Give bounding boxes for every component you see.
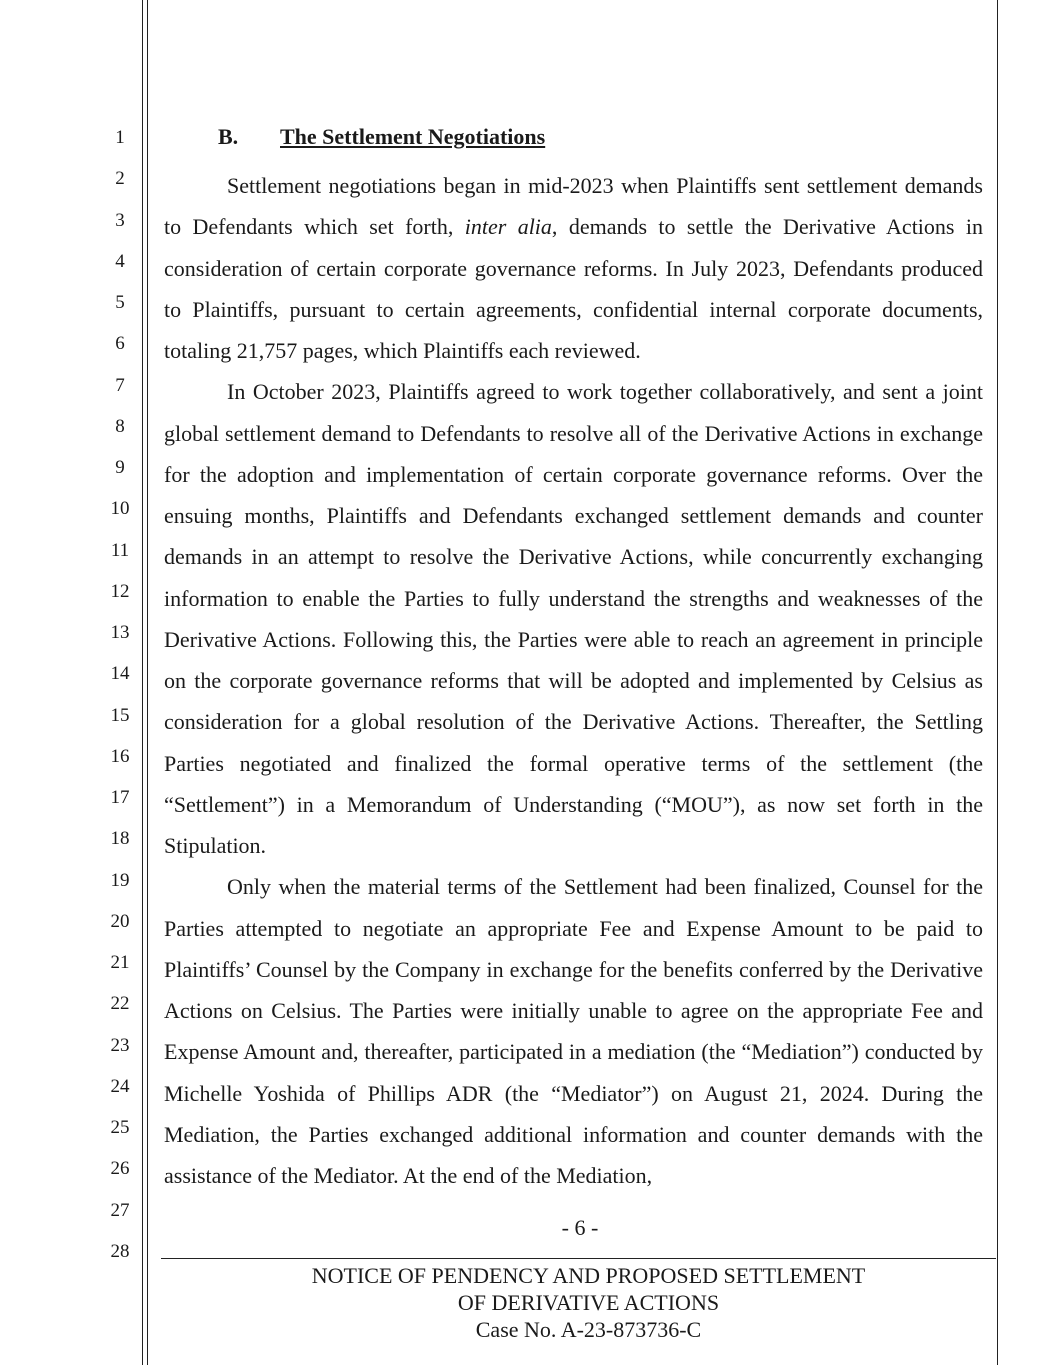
- line-number: 18: [110, 828, 130, 850]
- margin-rule-left-outer: [142, 0, 143, 1365]
- line-number: 3: [115, 209, 125, 231]
- paragraph-text: Settlement negotiations began in mid-2023 when Plaintiffs sent settlement demands to Defendants which set forth,: [164, 173, 983, 240]
- line-number-column: [100, 0, 140, 1365]
- line-number: 24: [110, 1075, 130, 1097]
- line-number: 15: [110, 704, 130, 726]
- line-number: 28: [110, 1240, 130, 1262]
- paragraph: Only when the material terms of the Settlement had been finalized, Counsel for the Parties attempted to negotiate an appropriate Fee and Expense Amount to be paid to Plaintiffs’ Counsel by the Company in exchange for the benefits conferred by the Derivative Actions on Celsius. The Parties were initially unable to agree on the appropriate Fee and Expense Amount and, thereafter, participated in a mediation (the “Mediation”) conducted by Michelle Yoshida of Phillips ADR (the “Mediator”) on August 21, 2024. During the Mediation, the Parties exchanged additional information and counter demands with the assistance of the Mediator. At the end of the Mediation,: [164, 874, 983, 1188]
- line-number: 5: [115, 292, 125, 313]
- margin-rule-right: [997, 0, 998, 1365]
- line-number: 8: [115, 415, 125, 437]
- line-number: 11: [110, 539, 130, 561]
- line-number: 4: [115, 250, 125, 272]
- line-number: 27: [110, 1199, 130, 1221]
- line-number: 26: [110, 1158, 130, 1180]
- line-number: 10: [110, 498, 130, 520]
- line-number: 23: [110, 1034, 130, 1056]
- line-number: 6: [115, 333, 125, 355]
- section-label: B.: [218, 124, 239, 149]
- footer-title-line1: NOTICE OF PENDENCY AND PROPOSED SETTLEMENT: [311, 1263, 866, 1288]
- line-number: 25: [110, 1117, 130, 1138]
- page-number: - 6 -: [561, 1215, 599, 1240]
- footer-rule: [161, 1258, 996, 1259]
- line-number: 13: [110, 622, 130, 643]
- footer: [161, 1262, 1016, 1343]
- paragraph-text: , demands to settle the Derivative Actions in consideration of certain corporate governance reforms. In July 2023, Defendants produced to Plaintiffs, pursuant to certain agreements, confidential internal corporate documents, totaling 21,757 pages, which Plaintiffs each reviewed.: [164, 214, 983, 363]
- margin-rule-left-inner: [147, 0, 148, 1365]
- line-number: 19: [110, 869, 130, 891]
- paragraph: In October 2023, Plaintiffs agreed to work together collaboratively, and sent a joint global settlement demand to Defendants to resolve all of the Derivative Actions in exchange for the adoption and implementation of certain corporate governance reforms. Over the ensuing months, Plaintiffs and Defendants exchanged settlement demands and counter demands in an attempt to resolve the Derivative Actions, while concurrently exchanging information to enable the Parties to fully understand the strengths and weaknesses of the Derivative Actions. Following this, the Parties were able to reach an agreement in principle on the corporate governance reforms that will be adopted and implemented by Celsius as consideration for a global resolution of the Derivative Actions. Thereafter, the Settling Parties negotiated and finalized the formal operative terms of the settlement (the “Settlement”) in a Memorandum of Understanding (“MOU”), as now set forth in the Stipulation.: [164, 379, 983, 858]
- line-number: 20: [110, 910, 130, 932]
- footer-case-number: Case No. A-23-873736-C: [475, 1317, 702, 1342]
- section-title: The Settlement Negotiations: [280, 124, 546, 149]
- line-number: 1: [115, 127, 125, 148]
- italic-phrase: inter alia: [464, 214, 552, 240]
- line-number: 21: [110, 952, 130, 973]
- line-number: 17: [110, 787, 130, 808]
- footer-title-line2: OF DERIVATIVE ACTIONS: [457, 1290, 720, 1315]
- line-number: 14: [110, 663, 130, 685]
- line-number: 2: [115, 168, 125, 190]
- line-number: 9: [115, 457, 125, 478]
- section-heading: [218, 124, 545, 150]
- paragraph: [164, 165, 983, 371]
- line-number: 12: [110, 580, 130, 602]
- line-number: 7: [115, 374, 125, 396]
- line-number: 22: [110, 993, 130, 1015]
- body-text: [164, 165, 983, 1196]
- line-number: 16: [110, 745, 130, 767]
